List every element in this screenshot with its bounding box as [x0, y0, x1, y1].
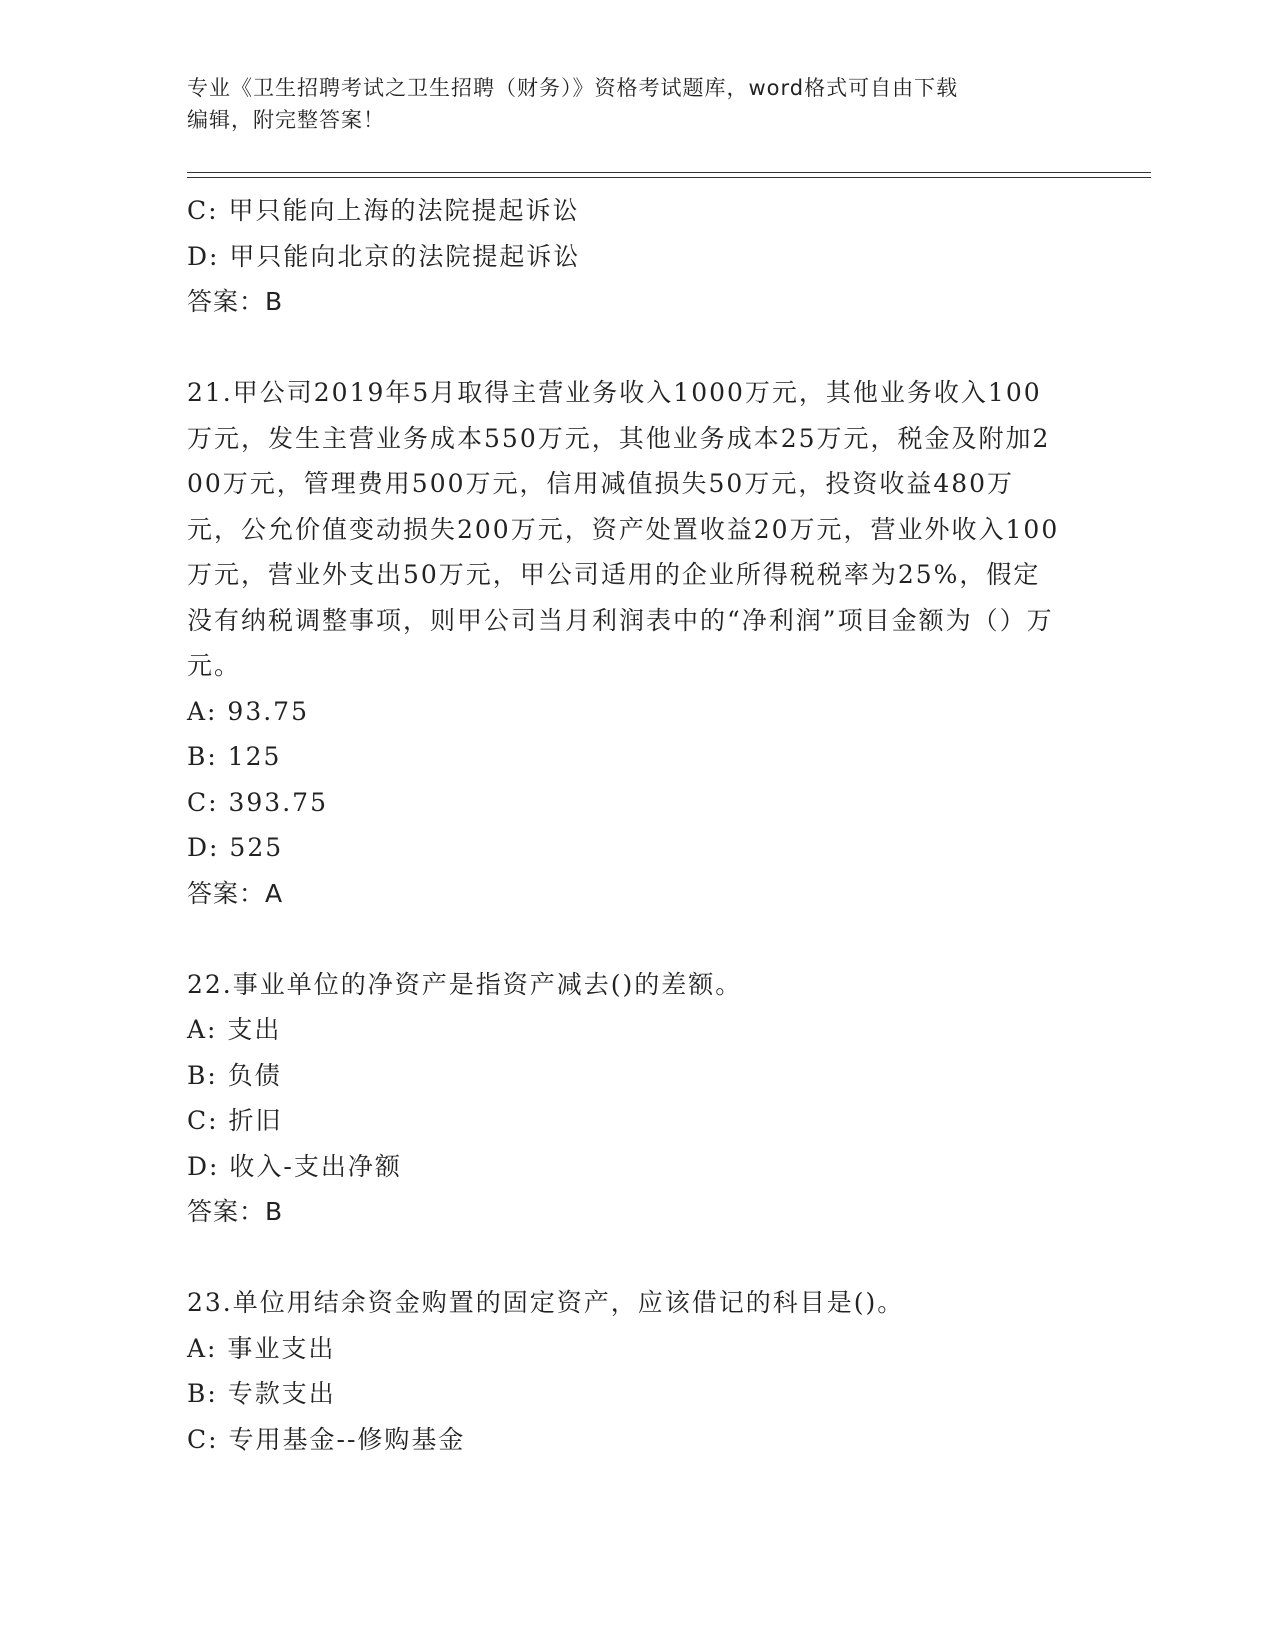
answer-line: 答案：B [187, 287, 284, 316]
option-c: C: 折旧 [187, 1106, 283, 1135]
option-b: B: 负债 [187, 1060, 282, 1090]
question-22 [187, 962, 1087, 1235]
header-line-1: 专业《卫生招聘考试之卫生招聘（财务）》资格考试题库，word格式可自由下载 [187, 76, 959, 100]
question-text: 21.甲公司2019年5月取得主营业务收入1000万元，其他业务收入100万元，发生主营业务成本550万元，其他业务成本25万元，税金及附加200万元，管理费用500万元，信用减值损失50万元，投资收益480万元，公允价值变动损失200万元，资产处置收益20万元，营业外收入100万元，营业外支出50万元，甲公司适用的企业所得税税率为25%，假定没有纳税调整事项，则甲公司当月利润表中的“净利润”项目金额为（）万元。 [187, 378, 1060, 680]
question-text: 23.单位用结余资金购置的固定资产，应该借记的科目是()。 [187, 1288, 905, 1317]
page-header [187, 72, 1087, 136]
header-rule-top [187, 172, 1151, 173]
option-c: C: 专用基金--修购基金 [187, 1424, 466, 1454]
option-b: B: 125 [187, 742, 282, 771]
option-c: C: 甲只能向上海的法院提起诉讼 [187, 196, 580, 225]
answer-line: 答案：A [187, 878, 284, 908]
option-d: D: 甲只能向北京的法院提起诉讼 [187, 241, 581, 271]
header-line-2: 编辑，附完整答案！ [187, 108, 385, 132]
question-23 [187, 1280, 1087, 1462]
header-rule-bottom [187, 177, 1151, 178]
spacer [187, 1235, 1087, 1281]
option-a: A: 事业支出 [187, 1333, 336, 1363]
question-20-continued [187, 188, 1087, 325]
question-21 [187, 370, 1087, 916]
question-text: 22.事业单位的净资产是指资产减去()的差额。 [187, 969, 743, 999]
option-d: D: 收入-支出净额 [187, 1151, 402, 1181]
option-d: D: 525 [187, 833, 284, 862]
document-body [187, 188, 1087, 1462]
option-a: A: 支出 [187, 1015, 282, 1044]
spacer [187, 325, 1087, 371]
option-b: B: 专款支出 [187, 1379, 336, 1408]
option-c: C: 393.75 [187, 787, 328, 817]
answer-line: 答案：B [187, 1197, 284, 1226]
spacer [187, 916, 1087, 962]
option-a: A: 93.75 [187, 696, 309, 726]
